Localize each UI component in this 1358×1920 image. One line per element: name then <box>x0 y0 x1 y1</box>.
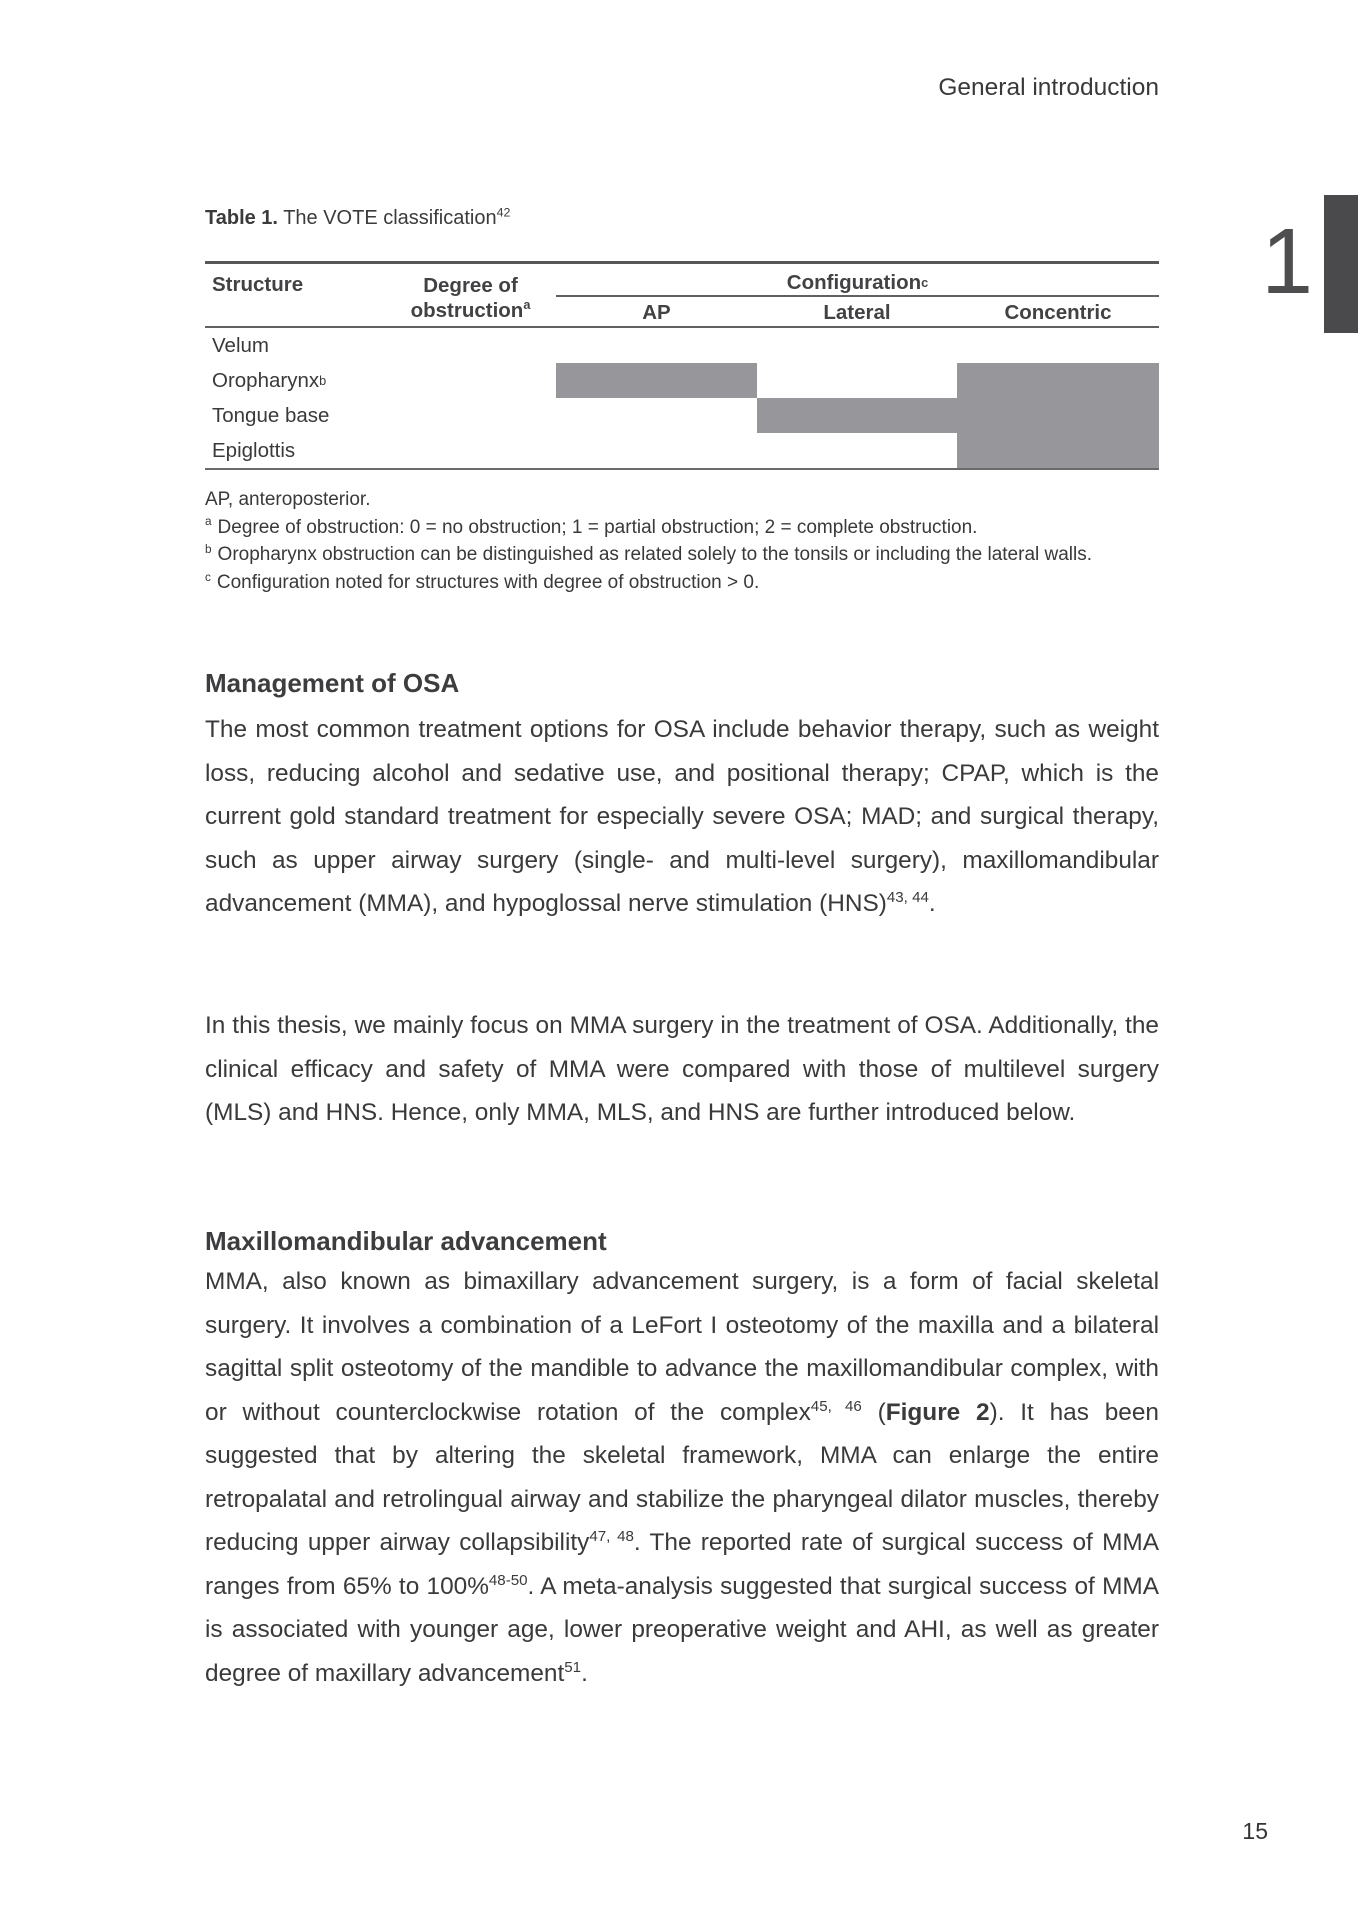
cell-oropharynx-concentric <box>957 363 1159 398</box>
column-header-lateral: Lateral <box>823 301 891 324</box>
table-caption-reference: 42 <box>496 205 511 220</box>
row-label-text: Epiglottis <box>212 438 296 462</box>
cell-tongue-base-concentric <box>957 398 1159 433</box>
section-maxillomandibular-advancement <box>205 1226 1159 1695</box>
degree-footnote-mark: a <box>523 297 531 313</box>
section-heading: Maxillomandibular advancement <box>205 1226 607 1256</box>
section-heading: Management of OSA <box>205 668 460 698</box>
footnote-a-mark: a <box>205 515 212 529</box>
cell-tongue-base-lateral <box>757 398 957 433</box>
paragraph-text: MMA, also known as bimaxillary advancement surgery, is a form of facial skeletal surgery. It involves a combination of a LeFort I osteotomy of the maxilla and a bilateral sagittal split osteotomy of the mandible to advance the maxillomandibular complex, with or without counterclockwise rotation of the complex <box>205 1268 1159 1426</box>
row-label: Oropharynx b <box>212 368 327 392</box>
cell-oropharynx-lateral <box>757 363 957 398</box>
footnote-c <box>205 569 1159 597</box>
citation-superscript: 51 <box>564 1658 582 1676</box>
paragraph-text: . <box>928 890 936 917</box>
row-label-text: Oropharynx <box>212 368 320 392</box>
cell-tongue-base-ap <box>556 398 757 433</box>
degree-line2: obstruction <box>410 299 524 322</box>
configuration-subcolumns <box>556 297 1159 329</box>
column-header-configuration: Configuration c <box>556 264 1159 297</box>
column-header-degree <box>385 264 556 323</box>
paragraph <box>205 708 1159 926</box>
column-header-concentric: Concentric <box>1004 301 1112 324</box>
running-header: General introduction <box>938 74 1159 101</box>
vote-table <box>205 207 1159 470</box>
row-label <box>205 433 556 468</box>
cell-velum-ap <box>556 328 757 363</box>
row-label-text: Tongue base <box>212 403 330 427</box>
cell-epiglottis-concentric <box>957 433 1159 468</box>
paragraph-thesis-focus: In this thesis, we mainly focus on MMA surgery in the treatment of OSA. Additionally, the clinical efficacy and safety of MMA were compared with those of multilevel surgery (MLS) and HNS. Hence, only MMA, MLS, and HNS are further introduced below. <box>205 1012 1159 1126</box>
table-caption <box>205 207 1159 230</box>
configuration-label: Configuration <box>786 270 922 294</box>
footnote-c-mark: c <box>205 570 211 584</box>
footnote-abbr: AP, anteroposterior. <box>205 489 371 510</box>
row-label-text: Velum <box>212 333 269 357</box>
table-row-epiglottis <box>205 433 1159 468</box>
paragraph-text: ( <box>861 1398 886 1426</box>
table-caption-text: The VOTE classification <box>278 207 497 229</box>
paragraph <box>205 1260 1159 1695</box>
cell-velum-lateral <box>757 328 957 363</box>
table-header <box>205 261 1159 328</box>
citation-superscript: 43, 44 <box>886 888 929 906</box>
paragraph-text: . A meta-analysis suggested that surgical success of MMA is associated with younger age, lower preoperative weight and AHI, as well as greater degree of maxillary advancement <box>205 1572 1159 1687</box>
section-management-of-osa <box>205 668 1159 926</box>
paragraph-text: ). It has been suggested that by altering the skeletal framework, MMA can enlarge the entire retropalatal and retrolingual airway and stabilize the pharyngeal dilator muscles, thereby reducing upper airway collapsibility <box>205 1398 1159 1556</box>
footnote-b <box>205 541 1159 569</box>
row-label <box>205 328 556 363</box>
cell-epiglottis-lateral <box>757 433 957 468</box>
footnote-c-text: Configuration noted for structures with degree of obstruction > 0. <box>216 572 760 594</box>
column-header-ap: AP <box>642 301 671 324</box>
table-caption-label: Table 1. <box>205 207 278 229</box>
row-label <box>205 398 556 433</box>
column-header-configuration-group <box>556 264 1159 331</box>
citation-superscript: 47, 48 <box>589 1527 634 1545</box>
footnote-b-text: Oropharynx obstruction can be distinguished as related solely to the tonsils or including the lateral walls. <box>217 544 1093 566</box>
table-body <box>205 328 1159 470</box>
degree-line1: Degree of <box>423 274 518 297</box>
column-header-structure: Structure <box>212 273 304 296</box>
chapter-number: 1 <box>1261 209 1313 313</box>
cell-velum-concentric <box>957 328 1159 363</box>
cell-epiglottis-ap <box>556 433 757 468</box>
cell-oropharynx-ap <box>556 363 757 398</box>
table-footnotes <box>205 486 1159 597</box>
paragraph-text: . The reported rate of surgical success of MMA ranges from 65% to 100% <box>205 1529 1159 1600</box>
chapter-tab-marker <box>1324 195 1358 333</box>
footnote-a <box>205 514 1159 542</box>
footnote-b-mark: b <box>205 543 212 557</box>
paragraph-text: . <box>581 1659 588 1687</box>
table-row-velum <box>205 328 1159 363</box>
table-row-tongue-base <box>205 398 1159 433</box>
footnote-a-text: Degree of obstruction: 0 = no obstruction; 1 = partial obstruction; 2 = complete obstruction. <box>217 516 978 538</box>
citation-superscript: 48-50 <box>488 1571 528 1589</box>
paragraph-text: The most common treatment options for OSA include behavior therapy, such as weight loss, reducing alcohol and sedative use, and positional therapy; CPAP, which is the current gold standard treatment for especially severe OSA; MAD; and surgical therapy, such as upper airway surgery (single- and multi-level surgery), maxillomandibular advancement (MMA), and hypoglossal nerve stimulation (HNS) <box>205 716 1159 917</box>
table-row-oropharynx <box>205 363 1159 398</box>
page-number: 15 <box>1242 1818 1268 1844</box>
citation-superscript: 45, 46 <box>810 1397 862 1415</box>
figure-reference: Figure 2 <box>885 1398 990 1426</box>
